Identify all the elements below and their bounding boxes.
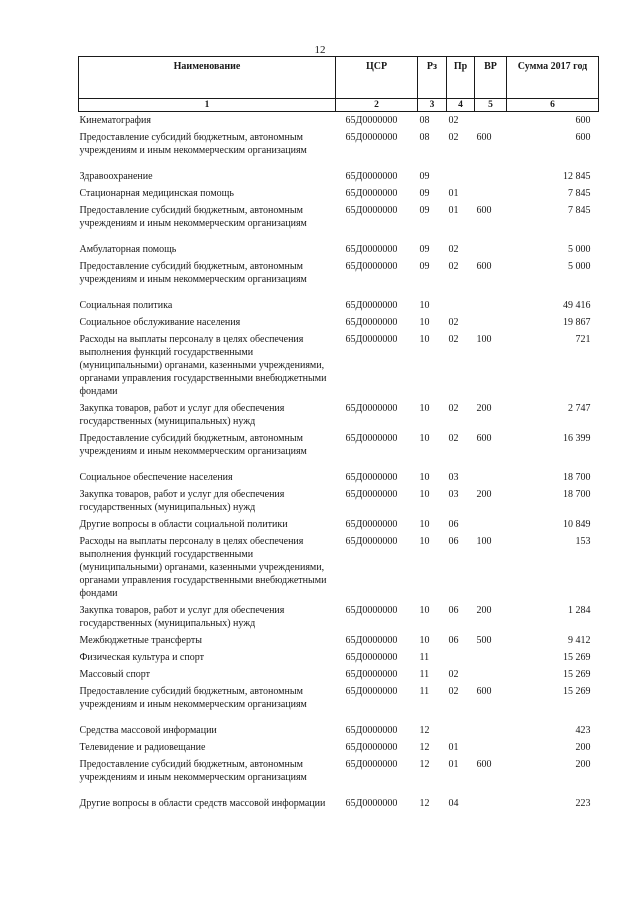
table-row: [79, 632, 599, 649]
spacer-row: [79, 159, 599, 168]
row-pr: 01: [448, 742, 459, 753]
table-row: [79, 486, 599, 516]
row-vr: [475, 241, 507, 258]
header-pr: Пр: [447, 57, 475, 99]
row-rz: 12: [419, 798, 430, 809]
row-name: Стационарная медицинская помощь: [79, 188, 234, 199]
row-sum: 10 849: [563, 519, 591, 530]
table-row: [79, 241, 599, 258]
row-sum: 721: [575, 334, 591, 345]
row-pr: 02: [448, 317, 459, 328]
row-pr: 02: [448, 669, 459, 680]
row-sum: 16 399: [563, 433, 591, 444]
row-name: Здравоохранение: [79, 171, 153, 182]
row-csr: 65Д0000000: [345, 115, 398, 126]
row-name: Телевидение и радиовещание: [79, 742, 206, 753]
table-row: [79, 400, 599, 430]
row-pr: 01: [448, 205, 459, 216]
row-vr: [475, 516, 507, 533]
table-row: [79, 258, 599, 288]
table-row: [79, 168, 599, 185]
row-rz: 11: [419, 652, 430, 663]
row-csr: 65Д0000000: [345, 171, 398, 182]
row-rz: 10: [419, 536, 430, 547]
table-row: [79, 297, 599, 314]
row-pr: 06: [448, 635, 459, 646]
row-csr: 65Д0000000: [345, 205, 398, 216]
row-pr: 03: [448, 472, 459, 483]
row-name: Межбюджетные трансферты: [79, 635, 202, 646]
row-vr: [475, 666, 507, 683]
row-csr: 65Д0000000: [345, 132, 398, 143]
row-name: Закупка товаров, работ и услуг для обеспечения государственных (муниципальных) нужд: [79, 605, 285, 629]
row-sum: 15 269: [563, 686, 591, 697]
row-csr: 65Д0000000: [345, 317, 398, 328]
row-csr: 65Д0000000: [345, 403, 398, 414]
row-csr: 65Д0000000: [345, 188, 398, 199]
row-sum: 19 867: [563, 317, 591, 328]
row-pr: 02: [448, 686, 459, 697]
row-sum: 7 845: [568, 188, 591, 199]
row-name: Социальное обеспечение населения: [79, 472, 233, 483]
row-csr: 65Д0000000: [345, 433, 398, 444]
row-csr: 65Д0000000: [345, 605, 398, 616]
column-number: 3: [418, 99, 447, 112]
row-pr: [447, 649, 475, 666]
row-csr: 65Д0000000: [345, 261, 398, 272]
row-pr: 06: [448, 605, 459, 616]
spacer-cell: [79, 460, 599, 469]
row-vr: [475, 649, 507, 666]
row-csr: 65Д0000000: [345, 300, 398, 311]
row-vr: 600: [476, 205, 492, 216]
table-row: [79, 202, 599, 232]
table-row: [79, 516, 599, 533]
row-pr: 06: [448, 519, 459, 530]
row-pr: 02: [448, 244, 459, 255]
row-vr: 100: [476, 536, 492, 547]
row-csr: 65Д0000000: [345, 725, 398, 736]
row-vr: [475, 112, 507, 130]
spacer-cell: [79, 288, 599, 297]
table-row: [79, 314, 599, 331]
row-pr: 02: [448, 433, 459, 444]
row-vr: 200: [476, 403, 492, 414]
table-row: [79, 112, 599, 130]
row-rz: 08: [419, 132, 430, 143]
spacer-row: [79, 460, 599, 469]
row-sum: 49 416: [563, 300, 591, 311]
row-name: Кинематография: [79, 115, 151, 126]
row-sum: 600: [575, 132, 591, 143]
row-csr: 65Д0000000: [345, 536, 398, 547]
row-sum: 1 284: [568, 605, 591, 616]
row-csr: 65Д0000000: [345, 759, 398, 770]
table-row: [79, 602, 599, 632]
row-sum: 153: [575, 536, 591, 547]
row-rz: 10: [419, 605, 430, 616]
row-csr: 65Д0000000: [345, 334, 398, 345]
table-row: [79, 331, 599, 400]
row-pr: 02: [448, 115, 459, 126]
row-name: Предоставление субсидий бюджетным, автономным учреждениям и иным некоммерческим организациям: [79, 205, 307, 229]
row-pr: 06: [448, 536, 459, 547]
row-name: Предоставление субсидий бюджетным, автономным учреждениям и иным некоммерческим организациям: [79, 433, 307, 457]
spacer-cell: [79, 159, 599, 168]
row-name: Другие вопросы в области социальной политики: [79, 519, 288, 530]
table-row: [79, 129, 599, 159]
row-sum: 15 269: [563, 669, 591, 680]
row-name: Физическая культура и спорт: [79, 652, 204, 663]
row-sum: 18 700: [563, 489, 591, 500]
row-csr: 65Д0000000: [345, 798, 398, 809]
row-sum: 5 000: [568, 261, 591, 272]
row-name: Предоставление субсидий бюджетным, автономным учреждениям и иным некоммерческим организациям: [79, 261, 307, 285]
row-csr: 65Д0000000: [345, 472, 398, 483]
row-csr: 65Д0000000: [345, 669, 398, 680]
row-pr: 02: [448, 261, 459, 272]
row-vr: 200: [476, 605, 492, 616]
row-sum: 12 845: [563, 171, 591, 182]
row-vr: 600: [476, 433, 492, 444]
row-sum: 600: [575, 115, 591, 126]
row-pr: [447, 168, 475, 185]
row-pr: 02: [448, 403, 459, 414]
row-rz: 10: [419, 403, 430, 414]
header-csr: ЦСР: [336, 57, 418, 99]
row-csr: 65Д0000000: [345, 244, 398, 255]
header-name: Наименование: [79, 57, 336, 99]
table-row: [79, 666, 599, 683]
row-name: Предоставление субсидий бюджетным, автономным учреждениям и иным некоммерческим организациям: [79, 759, 307, 783]
table-body: [79, 112, 599, 813]
row-vr: 600: [476, 759, 492, 770]
column-number: 1: [79, 99, 336, 112]
row-rz: 12: [419, 725, 430, 736]
row-name: Массовый спорт: [79, 669, 151, 680]
budget-table: [78, 56, 599, 812]
row-vr: 600: [476, 686, 492, 697]
table-row: [79, 739, 599, 756]
row-csr: 65Д0000000: [345, 635, 398, 646]
table-row: [79, 185, 599, 202]
row-csr: 65Д0000000: [345, 686, 398, 697]
row-sum: 423: [575, 725, 591, 736]
spacer-row: [79, 232, 599, 241]
row-rz: 09: [419, 261, 430, 272]
row-rz: 10: [419, 317, 430, 328]
spacer-cell: [79, 786, 599, 795]
table-row: [79, 430, 599, 460]
row-rz: 09: [419, 188, 430, 199]
spacer-row: [79, 713, 599, 722]
row-pr: [447, 297, 475, 314]
table-row: [79, 795, 599, 812]
row-vr: 600: [476, 261, 492, 272]
spacer-row: [79, 288, 599, 297]
row-pr: 02: [448, 334, 459, 345]
row-rz: 10: [419, 433, 430, 444]
row-rz: 10: [419, 472, 430, 483]
row-vr: 600: [476, 132, 492, 143]
row-sum: 200: [575, 742, 591, 753]
row-sum: 7 845: [568, 205, 591, 216]
header-row: [79, 57, 599, 99]
row-pr: 01: [448, 188, 459, 199]
header-vr: ВР: [475, 57, 507, 99]
table-row: [79, 722, 599, 739]
row-sum: 223: [575, 798, 591, 809]
row-vr: 100: [476, 334, 492, 345]
row-pr: 02: [448, 132, 459, 143]
row-vr: 500: [476, 635, 492, 646]
table-row: [79, 469, 599, 486]
column-number: 6: [507, 99, 599, 112]
row-vr: [475, 722, 507, 739]
spacer-row: [79, 786, 599, 795]
row-rz: 10: [419, 635, 430, 646]
row-name: Другие вопросы в области средств массовой информации: [79, 798, 326, 809]
row-vr: [475, 469, 507, 486]
table-row: [79, 649, 599, 666]
row-pr: 01: [448, 759, 459, 770]
row-vr: [475, 795, 507, 812]
page-number: 12: [314, 44, 326, 56]
table-row: [79, 756, 599, 786]
row-csr: 65Д0000000: [345, 489, 398, 500]
row-pr: 03: [448, 489, 459, 500]
row-name: Амбулаторная помощь: [79, 244, 177, 255]
row-pr: 04: [448, 798, 459, 809]
column-number: 2: [336, 99, 418, 112]
row-name: Расходы на выплаты персоналу в целях обеспечения выполнения функций государственными (муниципальными) органами, казенными учреждениями, органами управления государственными внебюджетными фондами: [79, 536, 327, 599]
spacer-cell: [79, 232, 599, 241]
row-csr: 65Д0000000: [345, 519, 398, 530]
row-sum: 5 000: [568, 244, 591, 255]
row-sum: 2 747: [568, 403, 591, 414]
row-name: Закупка товаров, работ и услуг для обеспечения государственных (муниципальных) нужд: [79, 489, 285, 513]
row-name: Средства массовой информации: [79, 725, 217, 736]
row-vr: 200: [476, 489, 492, 500]
column-number: 5: [475, 99, 507, 112]
row-rz: 08: [419, 115, 430, 126]
row-name: Закупка товаров, работ и услуг для обеспечения государственных (муниципальных) нужд: [79, 403, 285, 427]
row-vr: [475, 168, 507, 185]
row-name: Расходы на выплаты персоналу в целях обеспечения выполнения функций государственными (муниципальными) органами, казенными учреждениями, органами управления государственными внебюджетными фондами: [79, 334, 327, 397]
row-csr: 65Д0000000: [345, 652, 398, 663]
row-rz: 09: [419, 171, 430, 182]
header-rz: Рз: [418, 57, 447, 99]
row-rz: 10: [419, 334, 430, 345]
row-vr: [475, 739, 507, 756]
row-sum: 9 412: [568, 635, 591, 646]
row-rz: 11: [419, 686, 430, 697]
column-number-row: [79, 99, 599, 112]
row-sum: 200: [575, 759, 591, 770]
row-sum: 18 700: [563, 472, 591, 483]
row-name: Предоставление субсидий бюджетным, автономным учреждениям и иным некоммерческим организациям: [79, 686, 307, 710]
row-vr: [475, 297, 507, 314]
row-pr: [447, 722, 475, 739]
column-number: 4: [447, 99, 475, 112]
row-rz: 10: [419, 519, 430, 530]
row-csr: 65Д0000000: [345, 742, 398, 753]
row-vr: [475, 314, 507, 331]
row-rz: 10: [419, 300, 430, 311]
row-rz: 12: [419, 742, 430, 753]
row-rz: 09: [419, 244, 430, 255]
row-name: Социальная политика: [79, 300, 173, 311]
table-row: [79, 683, 599, 713]
spacer-cell: [79, 713, 599, 722]
row-rz: 09: [419, 205, 430, 216]
table-row: [79, 533, 599, 602]
row-sum: 15 269: [563, 652, 591, 663]
row-vr: [475, 185, 507, 202]
header-sum: Сумма 2017 год: [507, 57, 599, 99]
row-rz: 12: [419, 759, 430, 770]
row-rz: 10: [419, 489, 430, 500]
row-name: Предоставление субсидий бюджетным, автономным учреждениям и иным некоммерческим организациям: [79, 132, 307, 156]
row-name: Социальное обслуживание населения: [79, 317, 241, 328]
row-rz: 11: [419, 669, 430, 680]
